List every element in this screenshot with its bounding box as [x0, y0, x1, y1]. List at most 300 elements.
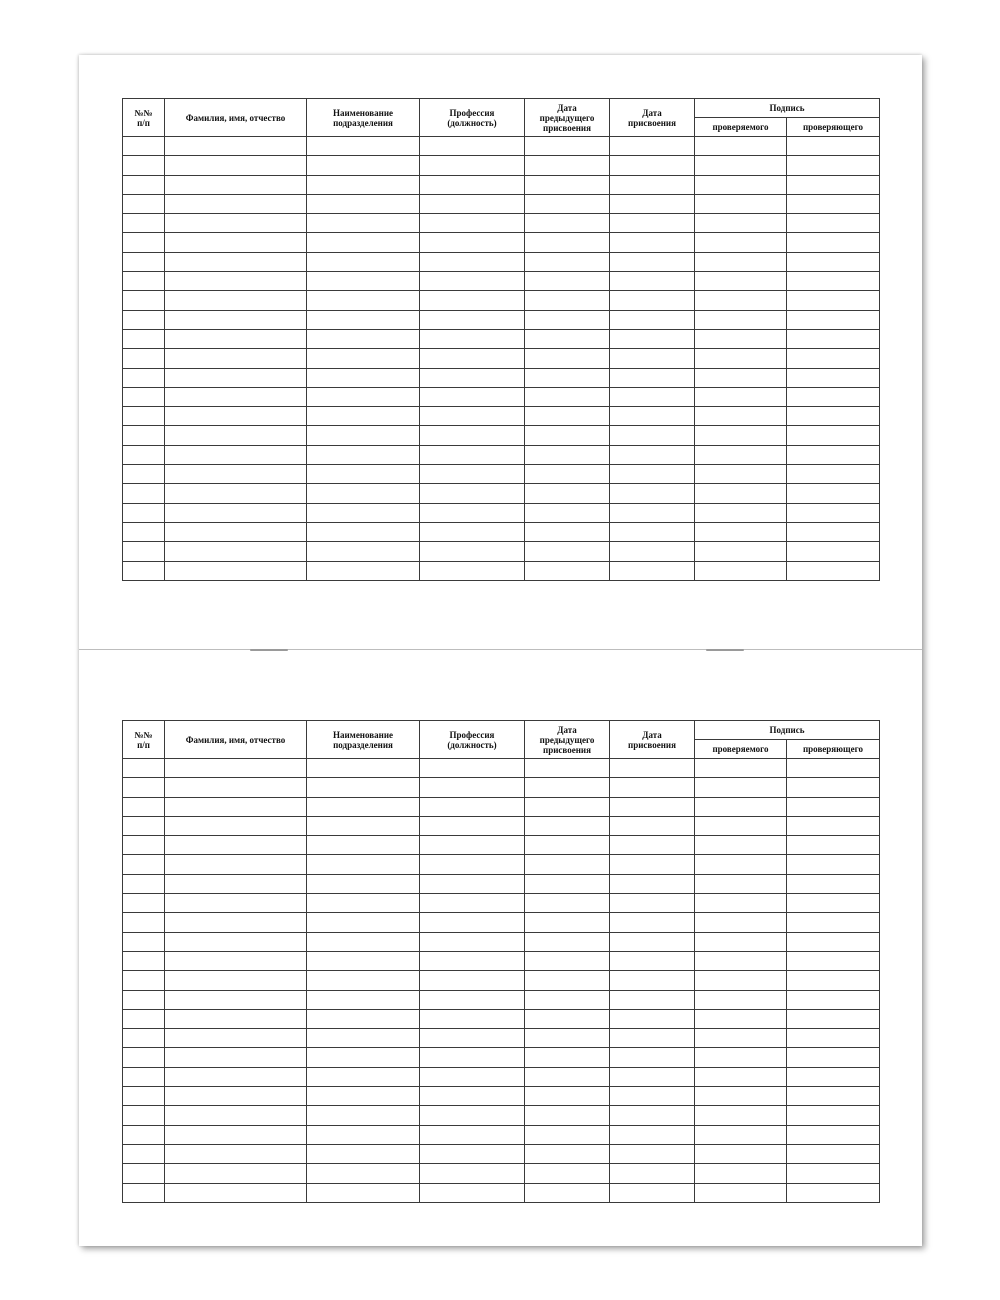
table-cell	[525, 503, 610, 522]
table-row	[123, 913, 880, 932]
table-cell	[165, 990, 307, 1009]
table-cell	[695, 445, 787, 464]
table-cell	[695, 542, 787, 561]
table-cell	[420, 252, 525, 271]
table-cell	[307, 913, 420, 932]
table-cell	[525, 816, 610, 835]
table-cell	[610, 971, 695, 990]
table-cell	[525, 990, 610, 1009]
table-cell	[525, 1009, 610, 1028]
table-cell	[525, 175, 610, 194]
table-cell	[307, 797, 420, 816]
col-profession-header: Профессия (должность)	[420, 99, 525, 137]
table-cell	[610, 894, 695, 913]
table-row	[123, 233, 880, 252]
table-cell	[307, 951, 420, 970]
table-cell	[695, 913, 787, 932]
table-row	[123, 272, 880, 291]
table-cell	[610, 778, 695, 797]
table-cell	[610, 194, 695, 213]
table-cell	[123, 156, 165, 175]
table-cell	[420, 816, 525, 835]
table-cell	[165, 329, 307, 348]
table-cell	[420, 855, 525, 874]
col-profession-header: Профессия (должность)	[420, 721, 525, 759]
table-cell	[695, 252, 787, 271]
col-number-header: №№ п/п	[123, 99, 165, 137]
table-row	[123, 990, 880, 1009]
table-row	[123, 407, 880, 426]
table-cell	[123, 561, 165, 580]
table-cell	[525, 387, 610, 406]
table-cell	[695, 971, 787, 990]
table-cell	[420, 1144, 525, 1163]
table-cell	[165, 836, 307, 855]
table-cell	[610, 1087, 695, 1106]
table-cell	[165, 1125, 307, 1144]
table-cell	[123, 426, 165, 445]
table-row	[123, 874, 880, 893]
table-cell	[787, 894, 880, 913]
table-row	[123, 310, 880, 329]
table-cell	[307, 484, 420, 503]
table-row	[123, 214, 880, 233]
table-cell	[695, 951, 787, 970]
table-cell	[787, 291, 880, 310]
table-row	[123, 1164, 880, 1183]
table-row	[123, 1029, 880, 1048]
table-row	[123, 445, 880, 464]
journal-table-top	[122, 98, 880, 581]
table-cell	[420, 194, 525, 213]
table-cell	[525, 1048, 610, 1067]
table-cell	[787, 407, 880, 426]
table-cell	[123, 1048, 165, 1067]
table-cell	[307, 1183, 420, 1202]
table-cell	[695, 522, 787, 541]
table-cell	[525, 445, 610, 464]
table-cell	[420, 465, 525, 484]
table-cell	[307, 1087, 420, 1106]
table-body	[123, 137, 880, 581]
table-cell	[307, 503, 420, 522]
table-cell	[787, 1183, 880, 1202]
table-cell	[307, 291, 420, 310]
col-date-header: Дата присвоения	[610, 721, 695, 759]
table-cell	[307, 175, 420, 194]
table-cell	[307, 1067, 420, 1086]
table-cell	[123, 836, 165, 855]
table-cell	[307, 759, 420, 778]
table-cell	[610, 816, 695, 835]
staple-left	[250, 649, 288, 651]
table-cell	[307, 971, 420, 990]
col-signature-checked-header: проверяемого	[695, 118, 787, 137]
table-cell	[123, 894, 165, 913]
table-cell	[525, 194, 610, 213]
table-cell	[525, 1183, 610, 1202]
col-department-header: Наименование подразделения	[307, 99, 420, 137]
table-cell	[525, 272, 610, 291]
table-row	[123, 503, 880, 522]
table-cell	[123, 797, 165, 816]
staple-right	[706, 649, 744, 651]
table-cell	[787, 214, 880, 233]
table-cell	[420, 542, 525, 561]
table-cell	[123, 816, 165, 835]
table-cell	[525, 233, 610, 252]
table-cell	[787, 542, 880, 561]
table-cell	[165, 310, 307, 329]
table-cell	[525, 1164, 610, 1183]
table-cell	[307, 252, 420, 271]
table-cell	[420, 1164, 525, 1183]
table-cell	[420, 329, 525, 348]
table-cell	[610, 310, 695, 329]
table-cell	[307, 156, 420, 175]
table-row	[123, 387, 880, 406]
table-cell	[307, 426, 420, 445]
table-cell	[695, 156, 787, 175]
table-cell	[307, 1106, 420, 1125]
table-cell	[420, 836, 525, 855]
table-cell	[695, 137, 787, 156]
table-cell	[123, 913, 165, 932]
table-cell	[123, 1087, 165, 1106]
table-cell	[610, 387, 695, 406]
table-cell	[123, 1183, 165, 1202]
table-cell	[307, 855, 420, 874]
table-cell	[787, 1164, 880, 1183]
table-cell	[610, 542, 695, 561]
table-cell	[123, 932, 165, 951]
table-cell	[123, 503, 165, 522]
table-cell	[123, 1106, 165, 1125]
table-cell	[787, 759, 880, 778]
table-cell	[525, 561, 610, 580]
table-cell	[787, 503, 880, 522]
col-signature-header: Подпись	[695, 99, 880, 118]
table-cell	[525, 214, 610, 233]
table-cell	[420, 137, 525, 156]
table-cell	[307, 310, 420, 329]
table-cell	[307, 137, 420, 156]
table-cell	[165, 272, 307, 291]
table-cell	[420, 310, 525, 329]
table-cell	[165, 484, 307, 503]
table-row	[123, 542, 880, 561]
table-cell	[420, 407, 525, 426]
table-cell	[123, 387, 165, 406]
table-cell	[420, 291, 525, 310]
table-cell	[525, 894, 610, 913]
table-row	[123, 1106, 880, 1125]
table-cell	[420, 214, 525, 233]
table-cell	[525, 252, 610, 271]
table-cell	[307, 522, 420, 541]
table-cell	[787, 349, 880, 368]
table-cell	[307, 778, 420, 797]
table-cell	[525, 1067, 610, 1086]
table-cell	[525, 1087, 610, 1106]
table-row	[123, 484, 880, 503]
table-cell	[525, 426, 610, 445]
table-cell	[525, 778, 610, 797]
table-cell	[123, 778, 165, 797]
table-cell	[695, 1029, 787, 1048]
table-cell	[307, 1164, 420, 1183]
table-cell	[165, 445, 307, 464]
table-row	[123, 759, 880, 778]
table-cell	[307, 465, 420, 484]
table-cell	[165, 855, 307, 874]
table-cell	[787, 932, 880, 951]
table-cell	[420, 1029, 525, 1048]
table-cell	[787, 329, 880, 348]
table-cell	[420, 1125, 525, 1144]
table-cell	[525, 836, 610, 855]
table-cell	[420, 894, 525, 913]
table-row	[123, 1125, 880, 1144]
col-signature-checker-header: проверяющего	[787, 118, 880, 137]
table-cell	[525, 1106, 610, 1125]
table-cell	[525, 137, 610, 156]
table-cell	[695, 233, 787, 252]
table-cell	[610, 368, 695, 387]
table-cell	[695, 407, 787, 426]
table-cell	[787, 1087, 880, 1106]
table-cell	[695, 797, 787, 816]
table-row	[123, 855, 880, 874]
table-cell	[123, 759, 165, 778]
table-cell	[123, 971, 165, 990]
table-cell	[525, 484, 610, 503]
table-cell	[787, 1106, 880, 1125]
table-cell	[695, 368, 787, 387]
table-cell	[695, 1087, 787, 1106]
table-cell	[420, 1087, 525, 1106]
table-cell	[123, 175, 165, 194]
col-number-header: №№ п/п	[123, 721, 165, 759]
col-date-header: Дата присвоения	[610, 99, 695, 137]
table-cell	[610, 329, 695, 348]
table-cell	[420, 971, 525, 990]
table-cell	[787, 778, 880, 797]
table-cell	[420, 874, 525, 893]
table-cell	[525, 874, 610, 893]
table-row	[123, 836, 880, 855]
table-row	[123, 1087, 880, 1106]
table-cell	[165, 913, 307, 932]
table-cell	[165, 465, 307, 484]
table-cell	[787, 272, 880, 291]
table-cell	[123, 465, 165, 484]
table-cell	[525, 932, 610, 951]
table-cell	[610, 990, 695, 1009]
table-cell	[610, 426, 695, 445]
table-cell	[787, 797, 880, 816]
table-cell	[420, 233, 525, 252]
table-row	[123, 465, 880, 484]
table-cell	[165, 137, 307, 156]
table-cell	[610, 797, 695, 816]
table-cell	[307, 387, 420, 406]
table-cell	[307, 1048, 420, 1067]
table-cell	[695, 778, 787, 797]
table-cell	[165, 778, 307, 797]
table-cell	[420, 272, 525, 291]
table-cell	[695, 894, 787, 913]
table-row	[123, 291, 880, 310]
table-cell	[787, 1125, 880, 1144]
table-cell	[525, 855, 610, 874]
table-row	[123, 1183, 880, 1202]
table-cell	[610, 1067, 695, 1086]
table-cell	[123, 407, 165, 426]
table-cell	[307, 1009, 420, 1028]
table-cell	[787, 445, 880, 464]
col-signature-header: Подпись	[695, 721, 880, 740]
table-cell	[695, 1009, 787, 1028]
table-cell	[165, 816, 307, 835]
table-cell	[123, 137, 165, 156]
table-cell	[123, 214, 165, 233]
table-cell	[787, 156, 880, 175]
table-cell	[123, 1029, 165, 1048]
table-cell	[123, 522, 165, 541]
table-cell	[695, 175, 787, 194]
table-cell	[307, 329, 420, 348]
table-row	[123, 816, 880, 835]
table-cell	[123, 874, 165, 893]
table-cell	[165, 233, 307, 252]
table-row	[123, 894, 880, 913]
table-cell	[695, 932, 787, 951]
table-cell	[695, 503, 787, 522]
table-cell	[165, 797, 307, 816]
table-cell	[420, 932, 525, 951]
table-cell	[420, 951, 525, 970]
table-cell	[695, 874, 787, 893]
table-cell	[610, 407, 695, 426]
table-cell	[610, 1106, 695, 1125]
table-cell	[307, 874, 420, 893]
table-cell	[420, 797, 525, 816]
table-cell	[787, 990, 880, 1009]
table-cell	[420, 426, 525, 445]
table-cell	[695, 836, 787, 855]
table-cell	[420, 387, 525, 406]
table-cell	[787, 233, 880, 252]
table-cell	[787, 387, 880, 406]
table-row	[123, 971, 880, 990]
table-cell	[525, 797, 610, 816]
table-cell	[307, 561, 420, 580]
table-cell	[420, 778, 525, 797]
table-cell	[123, 310, 165, 329]
table-cell	[525, 465, 610, 484]
table-cell	[123, 291, 165, 310]
table-cell	[610, 561, 695, 580]
table-cell	[307, 990, 420, 1009]
table-cell	[695, 465, 787, 484]
table-cell	[307, 542, 420, 561]
table-cell	[525, 1144, 610, 1163]
table-cell	[165, 156, 307, 175]
table-cell	[123, 1125, 165, 1144]
table-cell	[787, 913, 880, 932]
table-cell	[165, 368, 307, 387]
table-cell	[307, 445, 420, 464]
table-cell	[525, 759, 610, 778]
table-cell	[695, 816, 787, 835]
table-cell	[787, 1144, 880, 1163]
table-cell	[525, 291, 610, 310]
table-cell	[165, 194, 307, 213]
table-cell	[307, 272, 420, 291]
table-cell	[420, 561, 525, 580]
table-cell	[165, 1009, 307, 1028]
page-fold	[79, 649, 922, 650]
table-cell	[695, 426, 787, 445]
table-cell	[610, 855, 695, 874]
table-row	[123, 797, 880, 816]
table-cell	[307, 1125, 420, 1144]
journal-table-bottom	[122, 720, 880, 1203]
table-cell	[307, 836, 420, 855]
table-cell	[610, 951, 695, 970]
table-row	[123, 175, 880, 194]
table-row	[123, 368, 880, 387]
table-cell	[165, 894, 307, 913]
table-cell	[420, 349, 525, 368]
table-cell	[525, 951, 610, 970]
table-cell	[695, 329, 787, 348]
table-cell	[420, 990, 525, 1009]
table-cell	[695, 1125, 787, 1144]
table-cell	[525, 913, 610, 932]
table-cell	[695, 1144, 787, 1163]
table-cell	[787, 522, 880, 541]
table-row	[123, 522, 880, 541]
table-cell	[165, 1067, 307, 1086]
table-cell	[787, 836, 880, 855]
table-cell	[787, 194, 880, 213]
table-cell	[307, 816, 420, 835]
table-cell	[610, 137, 695, 156]
table-cell	[420, 1048, 525, 1067]
table-cell	[165, 759, 307, 778]
table-cell	[165, 1183, 307, 1202]
table-cell	[165, 1164, 307, 1183]
table-cell	[165, 1087, 307, 1106]
table-cell	[787, 1009, 880, 1028]
table-cell	[307, 368, 420, 387]
table-cell	[420, 913, 525, 932]
table-cell	[420, 484, 525, 503]
table-cell	[610, 465, 695, 484]
table-cell	[123, 1009, 165, 1028]
col-fio-header: Фамилия, имя, отчество	[165, 721, 307, 759]
table-cell	[610, 1164, 695, 1183]
table-cell	[695, 1048, 787, 1067]
table-cell	[123, 233, 165, 252]
table-row	[123, 252, 880, 271]
col-fio-header: Фамилия, имя, отчество	[165, 99, 307, 137]
table-cell	[610, 913, 695, 932]
table-cell	[525, 1029, 610, 1048]
table-cell	[123, 272, 165, 291]
